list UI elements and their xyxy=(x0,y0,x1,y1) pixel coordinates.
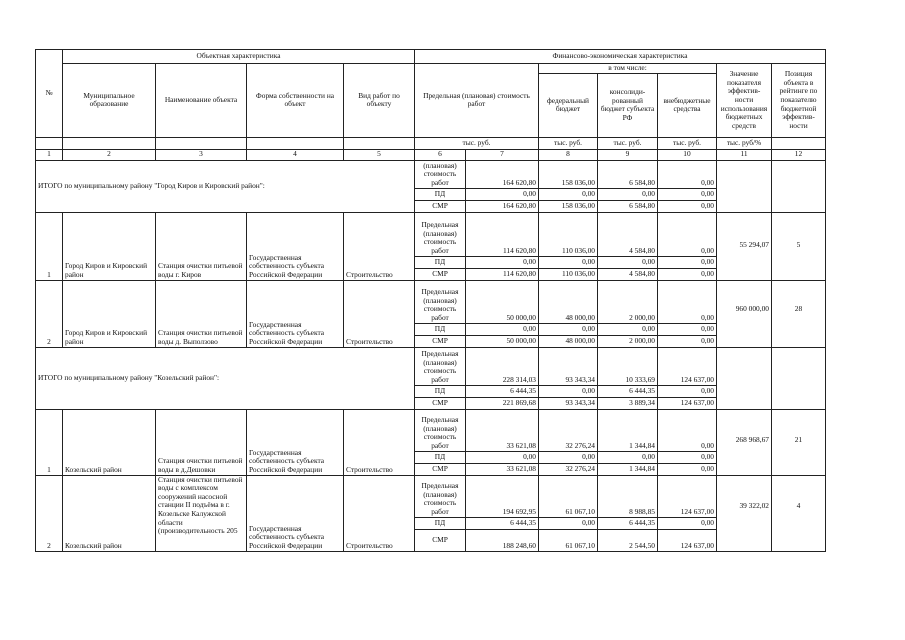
unit-consolidated: тыс. руб. xyxy=(598,137,658,149)
table-row: ИТОГО по муниципальному району "Козельский район": Предельная (плановая) стоимость работ 228 314,03 93 343,34 10 333,69 124 637,00 xyxy=(36,347,826,385)
table-row: СМР 50 000,00 48 000,00 2 000,00 0,00 xyxy=(36,335,826,347)
header-work-type: Вид работ по объекту xyxy=(344,64,415,138)
header-federal-budget: федеральный бюджет xyxy=(539,73,598,137)
table-row: ПД 0,00 0,00 0,00 0,00 xyxy=(36,188,826,200)
table-row: 2 Город Киров и Кировский район Станция очистки питьевой воды д. Выползово Государственная собственность субъекта Российской Федерации Строительство Предельная (плановая) стоимость работ 50 000,00 48 000,00 2 000,00 0,00 960 000,00 28 xyxy=(36,280,826,323)
column-number: 4 xyxy=(247,149,344,160)
rank-value: 28 xyxy=(772,280,826,347)
label-price: (плановая) стоимость работ xyxy=(415,160,466,188)
column-number: 3 xyxy=(156,149,247,160)
efficiency-value: 960 000,00 xyxy=(717,280,772,347)
column-number: 7 xyxy=(466,149,539,160)
header-financial-characteristic: Финансово-экономическая характеристика xyxy=(415,50,826,64)
unit-federal: тыс. руб. xyxy=(539,137,598,149)
table-row: СМР 188 248,60 61 067,10 2 544,50 124 637,00 xyxy=(36,529,826,551)
column-number: 10 xyxy=(658,149,717,160)
table-row: ПД 0,00 0,00 0,00 0,00 xyxy=(36,256,826,268)
efficiency-value: 55 294,07 xyxy=(717,212,772,280)
total-kirov-title: ИТОГО по муниципальному району "Город Киров и Кировский район": xyxy=(36,160,415,212)
header-max-price: Предельная (плановая) стоимость работ xyxy=(415,64,539,138)
label-price: Предельная (плановая) стоимость работ xyxy=(415,212,466,256)
total-kozelsk-title: ИТОГО по муниципальному району "Козельский район": xyxy=(36,347,415,409)
header-ownership: Форма собственности на объект xyxy=(247,64,344,138)
unit-extra: тыс. руб. xyxy=(658,137,717,149)
table-row: 2 Козельский район Станция очистки питьевой воды с комплексом сооружений насосной станции II подъёма в г. Козельске Калужской области (производительность 205 Государственная собственность субъекта Российской Федерации Строительство Предельная (плановая) стоимость работ 194 692,95 61 067,10 8 988,85 124 637,00 39 322,02 4 xyxy=(36,475,826,517)
header-extra-budget: внебюджетные средства xyxy=(658,73,717,137)
efficiency-value: 39 322,02 xyxy=(717,475,772,551)
column-number: 12 xyxy=(772,149,826,160)
rank-value: 5 xyxy=(772,212,826,280)
unit-price: тыс. руб. xyxy=(415,137,539,149)
label-pd: ПД xyxy=(415,188,466,200)
label-smr: СМР xyxy=(415,200,466,212)
unit-efficiency: тыс. руб/% xyxy=(717,137,772,149)
table-row: 1 Козельский район Станция очистки питьевой воды в д.Дешовки Государственная собственность субъекта Российской Федерации Строительство Предельная (плановая) стоимость работ 33 621,08 32 276,24 1 344,84 0,00 268 968,67 21 xyxy=(36,409,826,451)
column-number: 6 xyxy=(415,149,466,160)
table-row: ИТОГО по муниципальному району "Город Киров и Кировский район": (плановая) стоимость работ 164 620,80 158 036,00 6 584,80 0,00 xyxy=(36,160,826,188)
table-row: СМР 114 620,80 110 036,00 4 584,80 0,00 xyxy=(36,268,826,280)
rank-value: 21 xyxy=(772,409,826,475)
table-row: СМР 33 621,08 32 276,24 1 344,84 0,00 xyxy=(36,463,826,475)
column-number: 5 xyxy=(344,149,415,160)
table-row: СМР 221 869,68 93 343,34 3 889,34 124 637,00 xyxy=(36,397,826,409)
table-row: ПД 6 444,35 0,00 6 444,35 0,00 xyxy=(36,385,826,397)
table-row: 1 Город Киров и Кировский район Станция очистки питьевой воды г. Киров Государственная собственность субъекта Российской Федерации Строительство Предельная (плановая) стоимость работ 114 620,80 110 036,00 4 584,80 0,00 55 294,07 5 xyxy=(36,212,826,256)
efficiency-value: 268 968,67 xyxy=(717,409,772,475)
header-no: № xyxy=(36,50,63,138)
column-number: 1 xyxy=(36,149,63,160)
table-row: ПД 0,00 0,00 0,00 0,00 xyxy=(36,451,826,463)
table-row: ПД 0,00 0,00 0,00 0,00 xyxy=(36,323,826,335)
header-efficiency: Значение показателя эффектив-ности использования бюджетных средств xyxy=(717,64,772,138)
table-row: ПД 6 444,35 0,00 6 444,35 0,00 xyxy=(36,517,826,529)
header-object-characteristic: Объектная характеристика xyxy=(63,50,415,64)
header-rank: Позиция объекта в рейтинге по показателю бюджетной эффектив-ности xyxy=(772,64,826,138)
column-number: 11 xyxy=(717,149,772,160)
table-row: СМР 164 620,80 158 036,00 6 584,80 0,00 xyxy=(36,200,826,212)
investment-objects-table xyxy=(35,49,826,552)
header-municipality: Муниципальное образование xyxy=(63,64,156,138)
column-number: 8 xyxy=(539,149,598,160)
header-consolidated-budget: консолиди-рованный бюджет субъекта РФ xyxy=(598,73,658,137)
column-number: 2 xyxy=(63,149,156,160)
header-object-name: Наименование объекта xyxy=(156,64,247,138)
header-including: в том числе: xyxy=(539,64,717,74)
column-number: 9 xyxy=(598,149,658,160)
rank-value: 4 xyxy=(772,475,826,551)
